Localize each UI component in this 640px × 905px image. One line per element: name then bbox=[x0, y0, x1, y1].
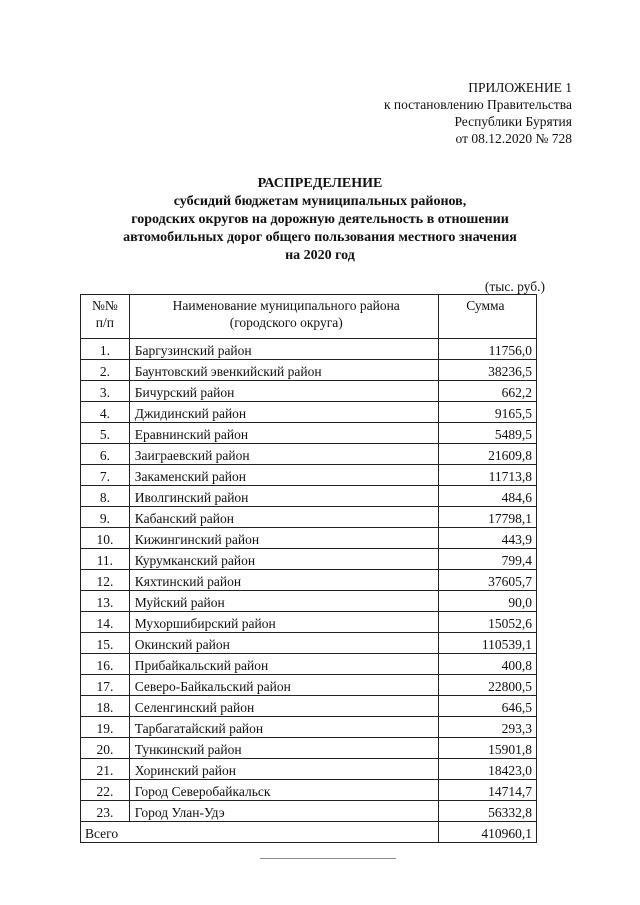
table-row bbox=[81, 654, 537, 675]
row-sum: 293,3 bbox=[438, 717, 536, 738]
row-number: 4. bbox=[81, 402, 130, 423]
row-name: Тункинский район bbox=[129, 738, 438, 759]
row-name: Джидинский район bbox=[129, 402, 438, 423]
row-name: Курумканский район bbox=[129, 549, 438, 570]
subsidy-table bbox=[80, 294, 537, 843]
resolution-date-number: от 08.12.2020 № 728 bbox=[455, 131, 572, 146]
row-number: 10. bbox=[81, 528, 130, 549]
row-name: Мухоршибирский район bbox=[129, 612, 438, 633]
row-sum: 90,0 bbox=[438, 591, 536, 612]
header-name-line1: Наименование муниципального района bbox=[172, 298, 400, 313]
table-header-row bbox=[81, 295, 537, 339]
title-line-4: автомобильных дорог общего пользования местного значения bbox=[123, 230, 517, 245]
row-number: 14. bbox=[81, 612, 130, 633]
row-number: 13. bbox=[81, 591, 130, 612]
table-row bbox=[81, 780, 537, 801]
table-row bbox=[81, 570, 537, 591]
units-note: (тыс. руб.) bbox=[484, 279, 545, 294]
row-name: Северо-Байкальский район bbox=[129, 675, 438, 696]
row-sum: 646,5 bbox=[438, 696, 536, 717]
row-number: 3. bbox=[81, 381, 130, 402]
row-sum: 799,4 bbox=[438, 549, 536, 570]
row-name: Муйский район bbox=[129, 591, 438, 612]
table-row bbox=[81, 633, 537, 654]
row-name: Хоринский район bbox=[129, 759, 438, 780]
row-number: 16. bbox=[81, 654, 130, 675]
table-row bbox=[81, 465, 537, 486]
row-name: Баргузинский район bbox=[129, 339, 438, 360]
row-number: 1. bbox=[81, 339, 130, 360]
table-row bbox=[81, 444, 537, 465]
resolution-reference: к постановлению Правительства bbox=[383, 97, 572, 112]
appendix-header bbox=[384, 79, 572, 147]
row-name: Кяхтинский район bbox=[129, 570, 438, 591]
row-sum: 110539,1 bbox=[438, 633, 536, 654]
row-number: 5. bbox=[81, 423, 130, 444]
table-row bbox=[81, 696, 537, 717]
total-row bbox=[81, 822, 537, 843]
row-name: Еравнинский район bbox=[129, 423, 438, 444]
row-sum: 11713,8 bbox=[438, 465, 536, 486]
row-number: 17. bbox=[81, 675, 130, 696]
row-number: 9. bbox=[81, 507, 130, 528]
row-name: Баунтовский эвенкийский район bbox=[129, 360, 438, 381]
row-name: Бичурский район bbox=[129, 381, 438, 402]
row-name: Тарбагатайский район bbox=[129, 717, 438, 738]
title-line-2: субсидий бюджетам муниципальных районов, bbox=[173, 194, 467, 209]
row-number: 12. bbox=[81, 570, 130, 591]
row-name: Город Улан-Удэ bbox=[129, 801, 438, 822]
row-name: Окинский район bbox=[129, 633, 438, 654]
row-name: Город Северобайкальск bbox=[129, 780, 438, 801]
row-number: 8. bbox=[81, 486, 130, 507]
row-sum: 9165,5 bbox=[438, 402, 536, 423]
header-name-line2: (городского округа) bbox=[229, 315, 343, 330]
table-row bbox=[81, 528, 537, 549]
table-row bbox=[81, 507, 537, 528]
header-number bbox=[81, 295, 130, 339]
table-row bbox=[81, 381, 537, 402]
row-number: 22. bbox=[81, 780, 130, 801]
table-row bbox=[81, 549, 537, 570]
republic-name: Республики Бурятия bbox=[454, 114, 572, 129]
title-line-3: городских округов на дорожную деятельность в отношении bbox=[131, 212, 509, 227]
table-body bbox=[81, 339, 537, 822]
row-sum: 400,8 bbox=[438, 654, 536, 675]
table-row bbox=[81, 717, 537, 738]
header-number-line2: п/п bbox=[95, 315, 114, 330]
table-row bbox=[81, 675, 537, 696]
row-number: 6. bbox=[81, 444, 130, 465]
header-name bbox=[129, 295, 438, 339]
row-number: 11. bbox=[81, 549, 130, 570]
document-title bbox=[0, 175, 640, 265]
row-name: Прибайкальский район bbox=[129, 654, 438, 675]
row-number: 21. bbox=[81, 759, 130, 780]
row-number: 2. bbox=[81, 360, 130, 381]
row-name: Селенгинский район bbox=[129, 696, 438, 717]
table-row bbox=[81, 339, 537, 360]
footer-divider bbox=[260, 858, 396, 859]
row-sum: 17798,1 bbox=[438, 507, 536, 528]
row-sum: 21609,8 bbox=[438, 444, 536, 465]
row-number: 7. bbox=[81, 465, 130, 486]
row-sum: 11756,0 bbox=[438, 339, 536, 360]
row-name: Иволгинский район bbox=[129, 486, 438, 507]
appendix-label: ПРИЛОЖЕНИЕ 1 bbox=[468, 80, 572, 95]
table-row bbox=[81, 402, 537, 423]
row-sum: 14714,7 bbox=[438, 780, 536, 801]
table-row bbox=[81, 423, 537, 444]
row-name: Заиграевский район bbox=[129, 444, 438, 465]
row-name: Кабанский район bbox=[129, 507, 438, 528]
title-line-5: на 2020 год bbox=[285, 248, 355, 263]
row-number: 18. bbox=[81, 696, 130, 717]
table-row bbox=[81, 486, 537, 507]
row-number: 23. bbox=[81, 801, 130, 822]
row-sum: 5489,5 bbox=[438, 423, 536, 444]
row-sum: 443,9 bbox=[438, 528, 536, 549]
row-sum: 484,6 bbox=[438, 486, 536, 507]
row-sum: 15901,8 bbox=[438, 738, 536, 759]
row-name: Закаменский район bbox=[129, 465, 438, 486]
row-sum: 56332,8 bbox=[438, 801, 536, 822]
row-number: 15. bbox=[81, 633, 130, 654]
row-number: 20. bbox=[81, 738, 130, 759]
table-row bbox=[81, 360, 537, 381]
total-sum: 410960,1 bbox=[438, 822, 536, 843]
table-row bbox=[81, 738, 537, 759]
header-sum: Сумма bbox=[438, 295, 536, 339]
header-number-line1: №№ bbox=[91, 298, 118, 313]
row-sum: 15052,6 bbox=[438, 612, 536, 633]
table-row bbox=[81, 759, 537, 780]
total-label: Всего bbox=[81, 822, 439, 843]
table-row bbox=[81, 801, 537, 822]
row-sum: 22800,5 bbox=[438, 675, 536, 696]
table-row bbox=[81, 612, 537, 633]
row-number: 19. bbox=[81, 717, 130, 738]
row-sum: 37605,7 bbox=[438, 570, 536, 591]
row-sum: 662,2 bbox=[438, 381, 536, 402]
table-row bbox=[81, 591, 537, 612]
row-sum: 38236,5 bbox=[438, 360, 536, 381]
row-name: Кижингинский район bbox=[129, 528, 438, 549]
row-sum: 18423,0 bbox=[438, 759, 536, 780]
title-line-1: РАСПРЕДЕЛЕНИЕ bbox=[257, 176, 383, 191]
